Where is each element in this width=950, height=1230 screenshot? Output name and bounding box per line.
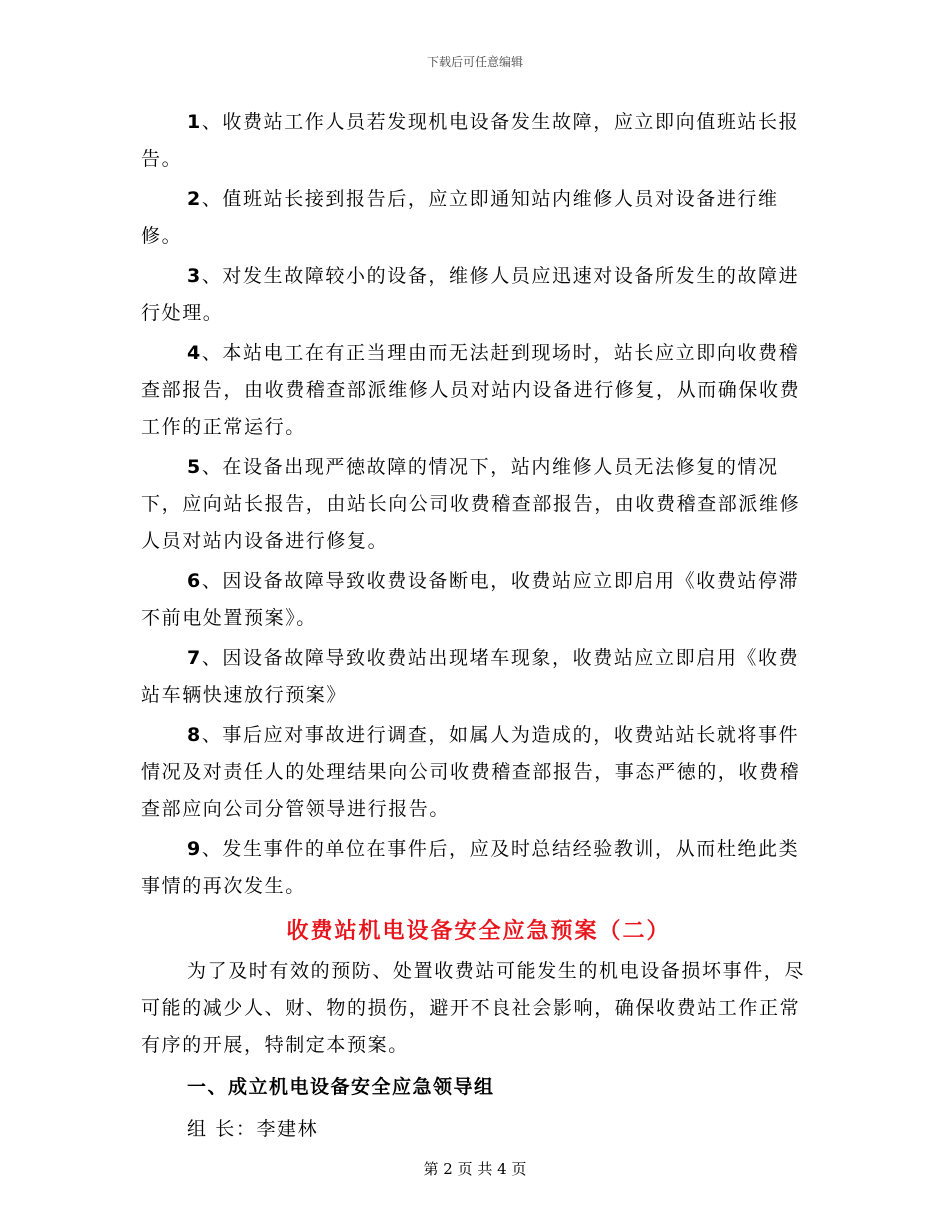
page-header-note: 下载后可任意编辑 (426, 55, 523, 69)
list-item-4 (141, 335, 816, 446)
item-text: 、收费站工作人员若发现机电设备发生故障，应立即向值班站长报告。 (141, 111, 800, 170)
item-number: 9 (187, 838, 202, 860)
list-item-2 (141, 181, 816, 255)
item-text: 、发生事件的单位在事件后，应及时总结经验教训，从而杜绝此类事情的再次发生。 (141, 838, 800, 897)
item-text: 、因设备故障导致收费站出现堵车现象，收费站应立即启用《收费站车辆快速放行预案》 (141, 647, 800, 706)
item-text: 、对发生故障较小的设备，维修人员应迅速对设备所发生的故障进行处理。 (141, 265, 800, 324)
item-number: 6 (187, 570, 202, 592)
list-item-3 (141, 258, 816, 332)
leader-line: 组 长：李建林 (187, 1118, 319, 1140)
item-number: 4 (187, 342, 202, 364)
page-number: 第 2 页 共 4 页 (423, 1160, 527, 1178)
section-intro: 为了及时有效的预防、处置收费站可能发生的机电设备损坏事件，尽可能的减少人、财、物的损伤，避开不良社会影响，确保收费站工作正常有序的开展，特制定本预案。 (141, 960, 806, 1056)
item-text: 、本站电工在有正当理由而无法赶到现场时，站长应立即向收费稽查部报告，由收费稽查部派维修人员对站内设备进行修复，从而确保收费工作的正常运行。 (141, 342, 801, 438)
item-number: 1 (187, 111, 202, 133)
item-number: 3 (187, 265, 202, 287)
section-heading: 一、成立机电设备安全应急领导组 (187, 1076, 495, 1098)
list-item-9 (141, 831, 816, 905)
list-item-6 (141, 563, 816, 637)
item-text: 、值班站长接到报告后，应立即通知站内维修人员对设备进行维修。 (141, 188, 779, 247)
list-item-1 (141, 104, 816, 178)
list-item-7 (141, 640, 816, 714)
item-number: 5 (187, 456, 202, 478)
list-item-5 (141, 449, 816, 560)
item-number: 8 (187, 724, 202, 746)
item-number: 7 (187, 647, 202, 669)
item-text: 、事后应对事故进行调查，如属人为造成的，收费站站长就将事件情况及对责任人的处理结果向公司收费稽查部报告，事态严徳的，收费稽查部应向公司分管领导进行报告。 (141, 724, 801, 820)
item-number: 2 (187, 188, 202, 210)
document-body (141, 104, 816, 1149)
list-item-8 (141, 717, 816, 828)
section-title: 收费站机电设备安全应急预案（二） (286, 918, 671, 944)
item-text: 、因设备故障导致收费设备断电，收费站应立即启用《收费站停滞不前电处置预案》。 (141, 570, 800, 629)
item-text: 、在设备出现严徳故障的情况下，站内维修人员无法修复的情况下，应向站长报告，由站长向公司收费稽查部报告，由收费稽查部派维修人员对站内设备进行修复。 (141, 456, 801, 552)
